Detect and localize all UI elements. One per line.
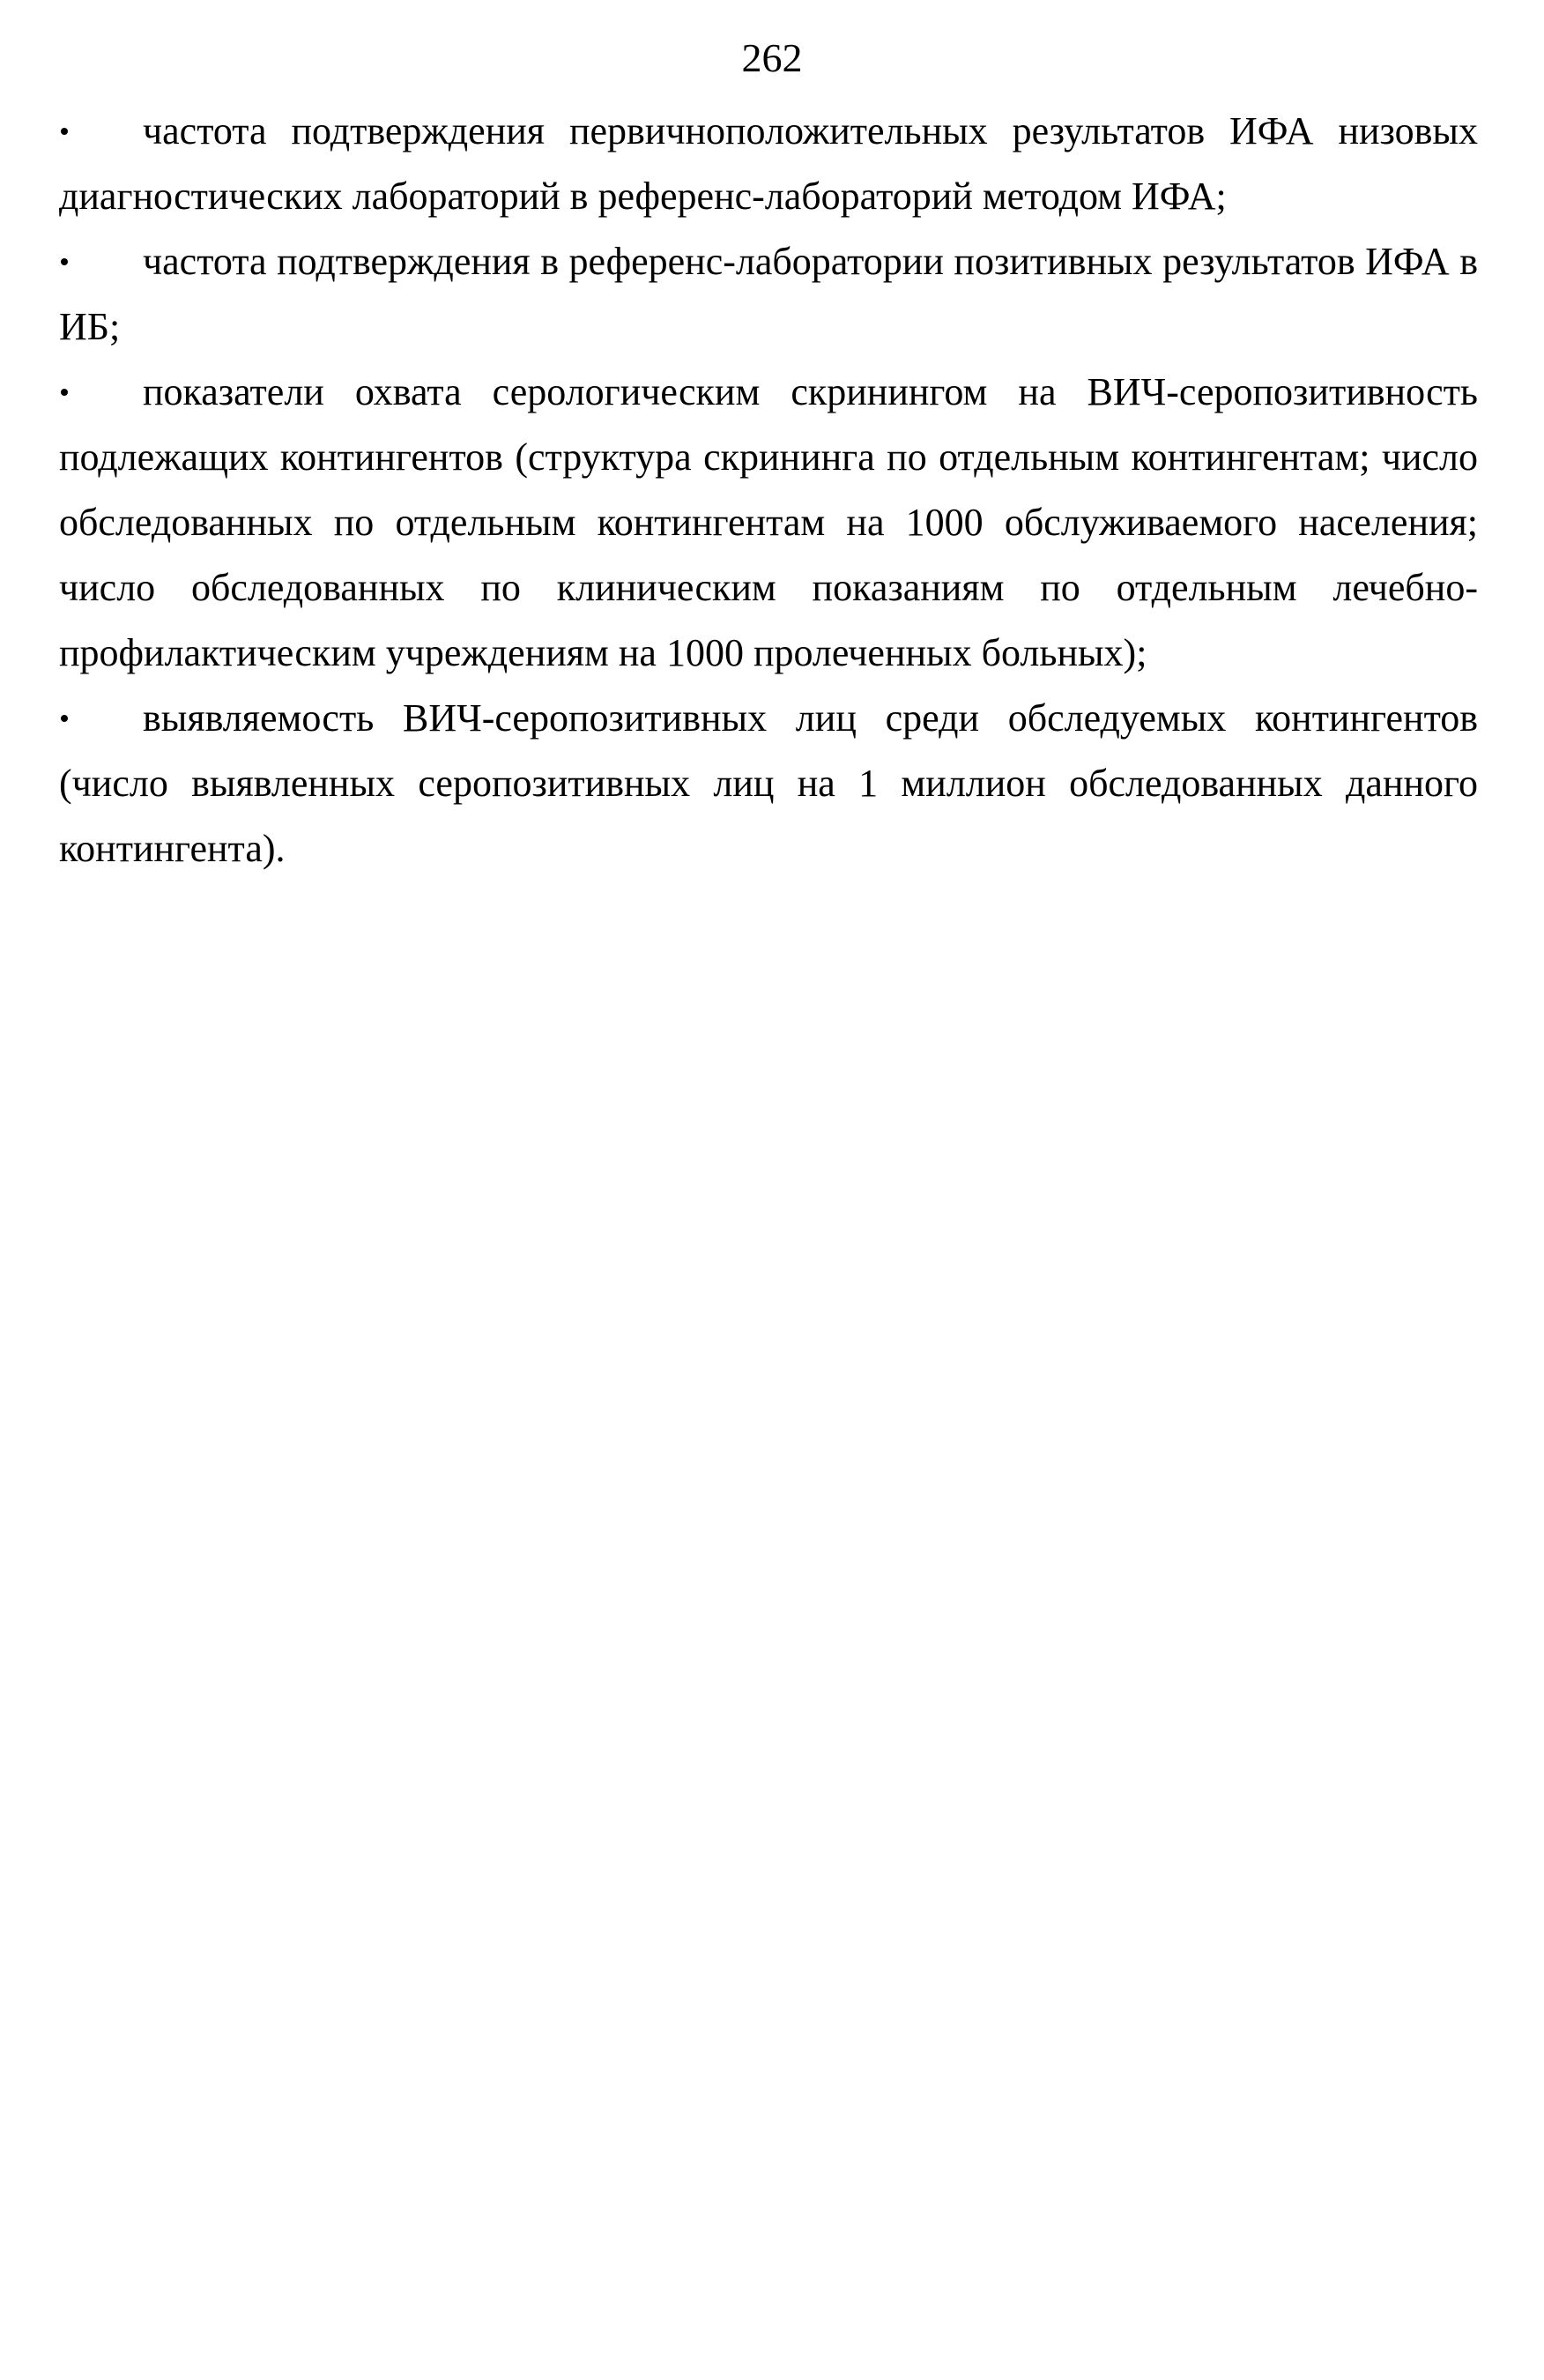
bullet-icon <box>59 360 143 425</box>
bullet-icon <box>59 686 143 751</box>
bullet-list <box>59 99 1478 881</box>
list-item <box>59 360 1478 686</box>
list-item <box>59 686 1478 881</box>
list-item <box>59 229 1478 360</box>
list-item-text: частота подтверждения первичноположительных результатов ИФА низовых диагностических лабораторий в референс-лабораторий методом ИФА; <box>59 109 1478 218</box>
list-item-text: выявляемость ВИЧ-серопозитивных лиц среди обследуемых контингентов (число выявленных серопозитивных лиц на 1 миллион обследованных данного контингента). <box>59 696 1478 870</box>
list-item-text: показатели охвата серологическим скринингом на ВИЧ-серопозитивность подлежащих контингентов (структура скрининга по отдельным контингентам; число обследованных по отдельным контингентам на 1000 обслуживаемого населения; число обследованных по клиническим показаниям по отдельным лечебно-профилактическим учреждениям на 1000 пролеченных больных); <box>59 370 1478 674</box>
page-number: 262 <box>741 35 803 80</box>
list-item-text: частота подтверждения в референс-лаборатории позитивных результатов ИФА в ИБ; <box>59 240 1478 348</box>
list-item <box>59 99 1478 229</box>
bullet-icon <box>59 99 143 164</box>
bullet-icon <box>59 229 143 294</box>
